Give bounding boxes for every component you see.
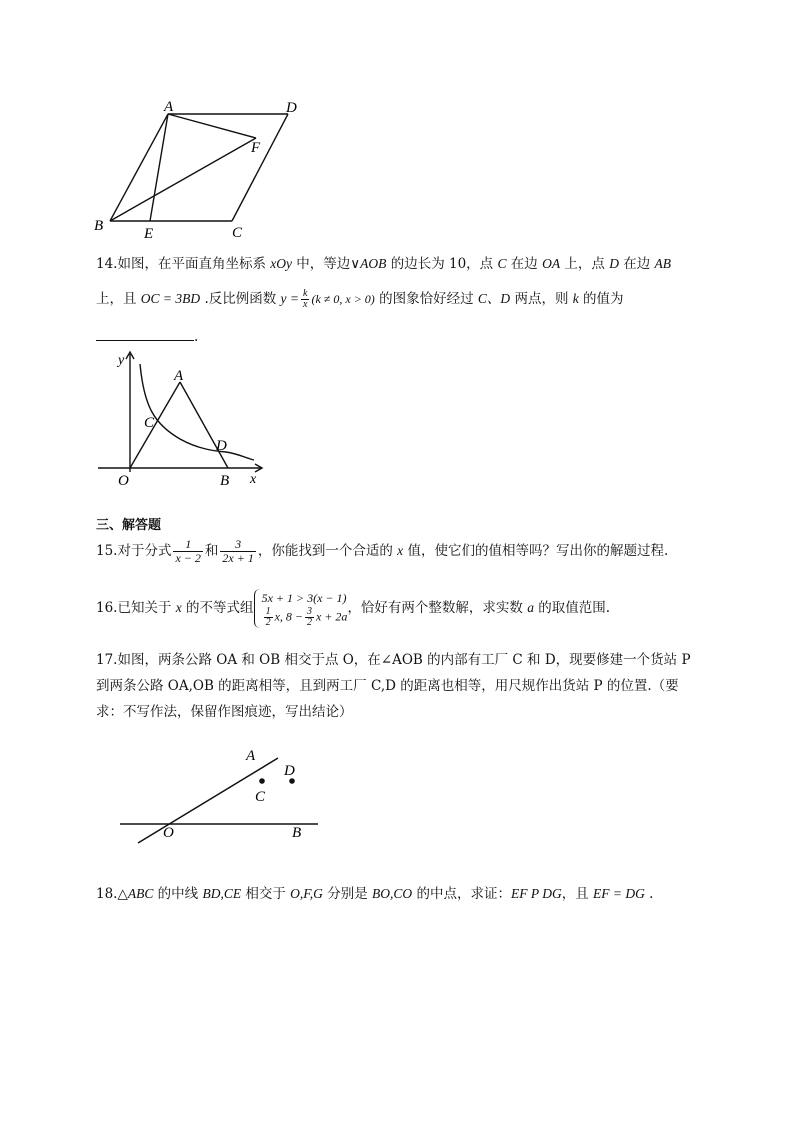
q18-text: 的中点，求证： — [412, 886, 511, 902]
q14-condition: OC = 3BD — [140, 291, 201, 306]
label-a: A — [174, 368, 184, 384]
q17-line3: 求：不写作法，保留作图痕迹，写出结论） — [96, 704, 353, 720]
q15-text: ，你能找到一个合适的 — [257, 543, 398, 559]
q14-text: 在边 — [506, 256, 543, 272]
q14-side-ab: AB — [654, 256, 672, 271]
fraction-denominator: 2 — [307, 617, 312, 628]
q15-var-x: x — [397, 543, 404, 558]
q18-relation-parallel: EF P DG — [510, 886, 562, 901]
q14-func-y: y = — [280, 291, 300, 306]
label-b: B — [292, 825, 302, 841]
q18-relation-equal: EF = DG — [593, 886, 645, 901]
label-c: C — [255, 789, 266, 805]
q16-three-halves — [305, 607, 314, 628]
q16-line — [96, 580, 610, 636]
q14-answer-blank[interactable] — [96, 326, 198, 347]
q16-half — [264, 607, 273, 628]
q14-text: .反比例函数 — [200, 291, 281, 307]
q16-inequality-system — [254, 589, 348, 628]
q14-text: 的值为 — [578, 291, 624, 307]
q18-triangle: ABC — [127, 886, 154, 901]
q14-line1 — [96, 254, 671, 274]
label-d: D — [216, 438, 227, 454]
label-y: y — [118, 353, 125, 368]
segment-af — [168, 114, 256, 138]
q15-fraction-2 — [220, 538, 255, 565]
q16-text: 的不等式组 — [181, 600, 254, 616]
q18-text: 相交于 — [241, 886, 291, 902]
brace-icon — [254, 589, 261, 628]
label-o: O — [118, 473, 129, 489]
fraction-numerator: 1 — [173, 538, 202, 552]
fraction-denominator: 2x + 1 — [222, 551, 254, 565]
factory-d-dot — [289, 778, 295, 784]
q17-line1: 17.如图，两条公路 OA 和 OB 相交于点 O，在∠AOB 的内部有工厂 C 和 D，现要修建一个货站 P — [96, 652, 691, 668]
q16-var-a: a — [527, 600, 534, 615]
q18-points: O,F,G — [290, 886, 323, 901]
q17-line2: 到两条公路 OA,OB 的距离相等，且到两工厂 C,D 的距离也相等，用尺规作出货站 P 的位置.（要 — [96, 678, 679, 694]
label-c: C — [144, 415, 155, 431]
label-c: C — [232, 225, 243, 241]
q18-text: 18.△ — [96, 886, 128, 902]
q14-text: 14.如图，在平面直角坐标系 — [96, 256, 271, 272]
side-ab — [180, 382, 228, 468]
edge-dc — [232, 114, 288, 221]
fraction-denominator: 2 — [265, 617, 271, 628]
q18-text: ，且 — [561, 886, 593, 902]
figure-parallelogram — [88, 96, 318, 242]
fraction-numerator: 3 — [220, 538, 255, 552]
figure-roads — [110, 738, 340, 850]
q16-text: 的取值范围. — [533, 600, 611, 616]
label-a: A — [246, 748, 256, 764]
label-o: O — [163, 825, 174, 841]
q14-line2 — [96, 284, 624, 314]
figure-coordinate-plane — [94, 346, 274, 492]
q18-text: 的中线 — [153, 886, 203, 902]
answer-line[interactable] — [96, 326, 194, 341]
q16-row2-end: x + 2a — [316, 609, 348, 624]
q14-point-d: D — [609, 256, 619, 271]
q14-text: 上，且 — [96, 291, 141, 307]
fraction-numerator: k — [303, 288, 308, 299]
fraction-numerator: 1 — [265, 606, 271, 617]
q18-medians: BD,CE — [202, 886, 242, 901]
q18-segments: BO,CO — [372, 886, 413, 901]
q15-text: 15.对于分式 — [96, 543, 172, 559]
label-d: D — [286, 100, 297, 116]
q14-triangle: ∨AOB — [350, 256, 387, 271]
q16-text: 16.已知关于 — [96, 600, 176, 616]
q15-line — [96, 536, 668, 566]
label-e: E — [144, 226, 154, 242]
q14-text: 的图象恰好经过 — [374, 291, 478, 307]
q14-domain: (k ≠ 0, x > 0) — [311, 292, 375, 306]
label-b: B — [94, 218, 104, 234]
fraction-denominator: x − 2 — [175, 551, 201, 565]
factory-c-dot — [259, 778, 265, 784]
label-b: B — [220, 473, 230, 489]
q14-blank-end: . — [194, 329, 199, 345]
q18-text: . — [644, 886, 654, 902]
q14-text: 在边 — [618, 256, 655, 272]
q15-fraction-1 — [173, 538, 202, 565]
q14-k: k — [572, 291, 579, 306]
q16-inequality-2 — [262, 607, 348, 628]
q14-text: 中，等边 — [292, 256, 351, 272]
side-oa — [130, 382, 180, 468]
section-title: 三、解答题 — [96, 518, 162, 533]
q16-row2-mid: x, 8 − — [274, 609, 303, 624]
q18-line — [96, 884, 653, 904]
label-x: x — [250, 472, 257, 487]
q16-inequality-1: 5x + 1 > 3(x − 1) — [261, 591, 347, 605]
fraction-numerator: 3 — [307, 606, 312, 617]
q16-text: ，恰好有两个整数解，求实数 — [347, 600, 528, 616]
q16-var-x: x — [175, 600, 182, 615]
q14-text: 上，点 — [560, 256, 610, 272]
q14-xoy: xOy — [270, 256, 292, 271]
q15-text: 值，使它们的值相等吗？写出你的解题过程. — [403, 543, 669, 559]
q14-point-c: C — [497, 256, 507, 271]
q14-text: 两点，则 — [510, 291, 573, 307]
fraction-denominator: x — [303, 299, 308, 310]
q14-points-cd: C、D — [477, 291, 511, 306]
label-d: D — [284, 763, 295, 779]
q14-side-oa: OA — [542, 256, 561, 271]
label-f: F — [251, 140, 261, 156]
q18-text: 分别是 — [322, 886, 373, 902]
q15-text: 和 — [204, 543, 219, 559]
label-a: A — [164, 99, 174, 115]
q14-text: 的边长为 10，点 — [386, 256, 498, 272]
q14-fraction-k-x — [301, 289, 309, 310]
